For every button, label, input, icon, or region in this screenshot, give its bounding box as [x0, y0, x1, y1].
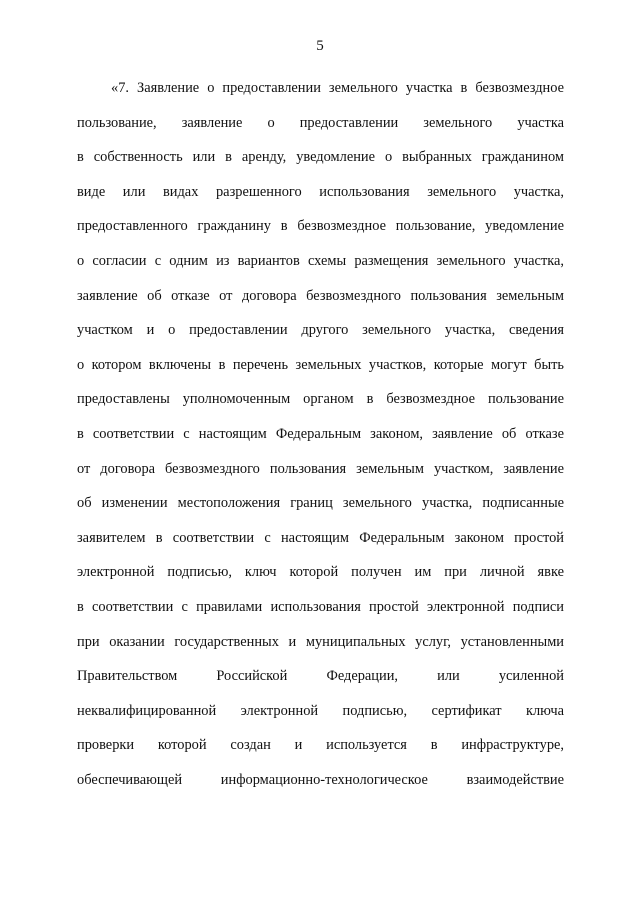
- text-line: при оказании государственных и муниципальных услуг, установленными: [77, 633, 564, 650]
- text-line: электронной подписью, ключ которой получен им при личной явке: [77, 564, 564, 581]
- text-line: об изменении местоположения границ земельного участка, подписанные: [77, 495, 564, 512]
- text-line: в соответствии с настоящим Федеральным законом, заявление об отказе: [77, 425, 564, 442]
- text-line: участком и о предоставлении другого земельного участка, сведения: [77, 322, 564, 339]
- text-line: заявление об отказе от договора безвозмездного пользования земельным: [77, 287, 564, 304]
- page-number: 5: [316, 38, 324, 54]
- text-line: Правительством Российской Федерации, или усиленной: [77, 668, 564, 685]
- text-line: от договора безвозмездного пользования земельным участком, заявление: [77, 460, 564, 477]
- body-paragraph: [77, 78, 564, 804]
- text-line: в собственность или в аренду, уведомление о выбранных гражданином: [77, 149, 564, 166]
- text-line: о котором включены в перечень земельных участков, которые могут быть: [77, 356, 564, 373]
- text-line: «7. Заявление о предоставлении земельного участка в безвозмездное: [111, 80, 564, 96]
- text-line: обеспечивающей информационно-технологическое взаимодействие: [77, 771, 564, 788]
- text-line: проверки которой создан и используется в инфраструктуре,: [77, 737, 564, 754]
- text-line: предоставлены уполномоченным органом в безвозмездное пользование: [77, 391, 564, 408]
- text-line: о согласии с одним из вариантов схемы размещения земельного участка,: [77, 252, 564, 269]
- text-line: неквалифицированной электронной подписью, сертификат ключа: [77, 702, 564, 719]
- text-line: виде или видах разрешенного использования земельного участка,: [77, 183, 564, 200]
- text-line: пользование, заявление о предоставлении земельного участка: [77, 114, 564, 131]
- text-line: предоставленного гражданину в безвозмездное пользование, уведомление: [77, 218, 564, 235]
- text-line: заявителем в соответствии с настоящим Федеральным законом простой: [77, 529, 564, 546]
- text-line: в соответствии с правилами использования простой электронной подписи: [77, 598, 564, 615]
